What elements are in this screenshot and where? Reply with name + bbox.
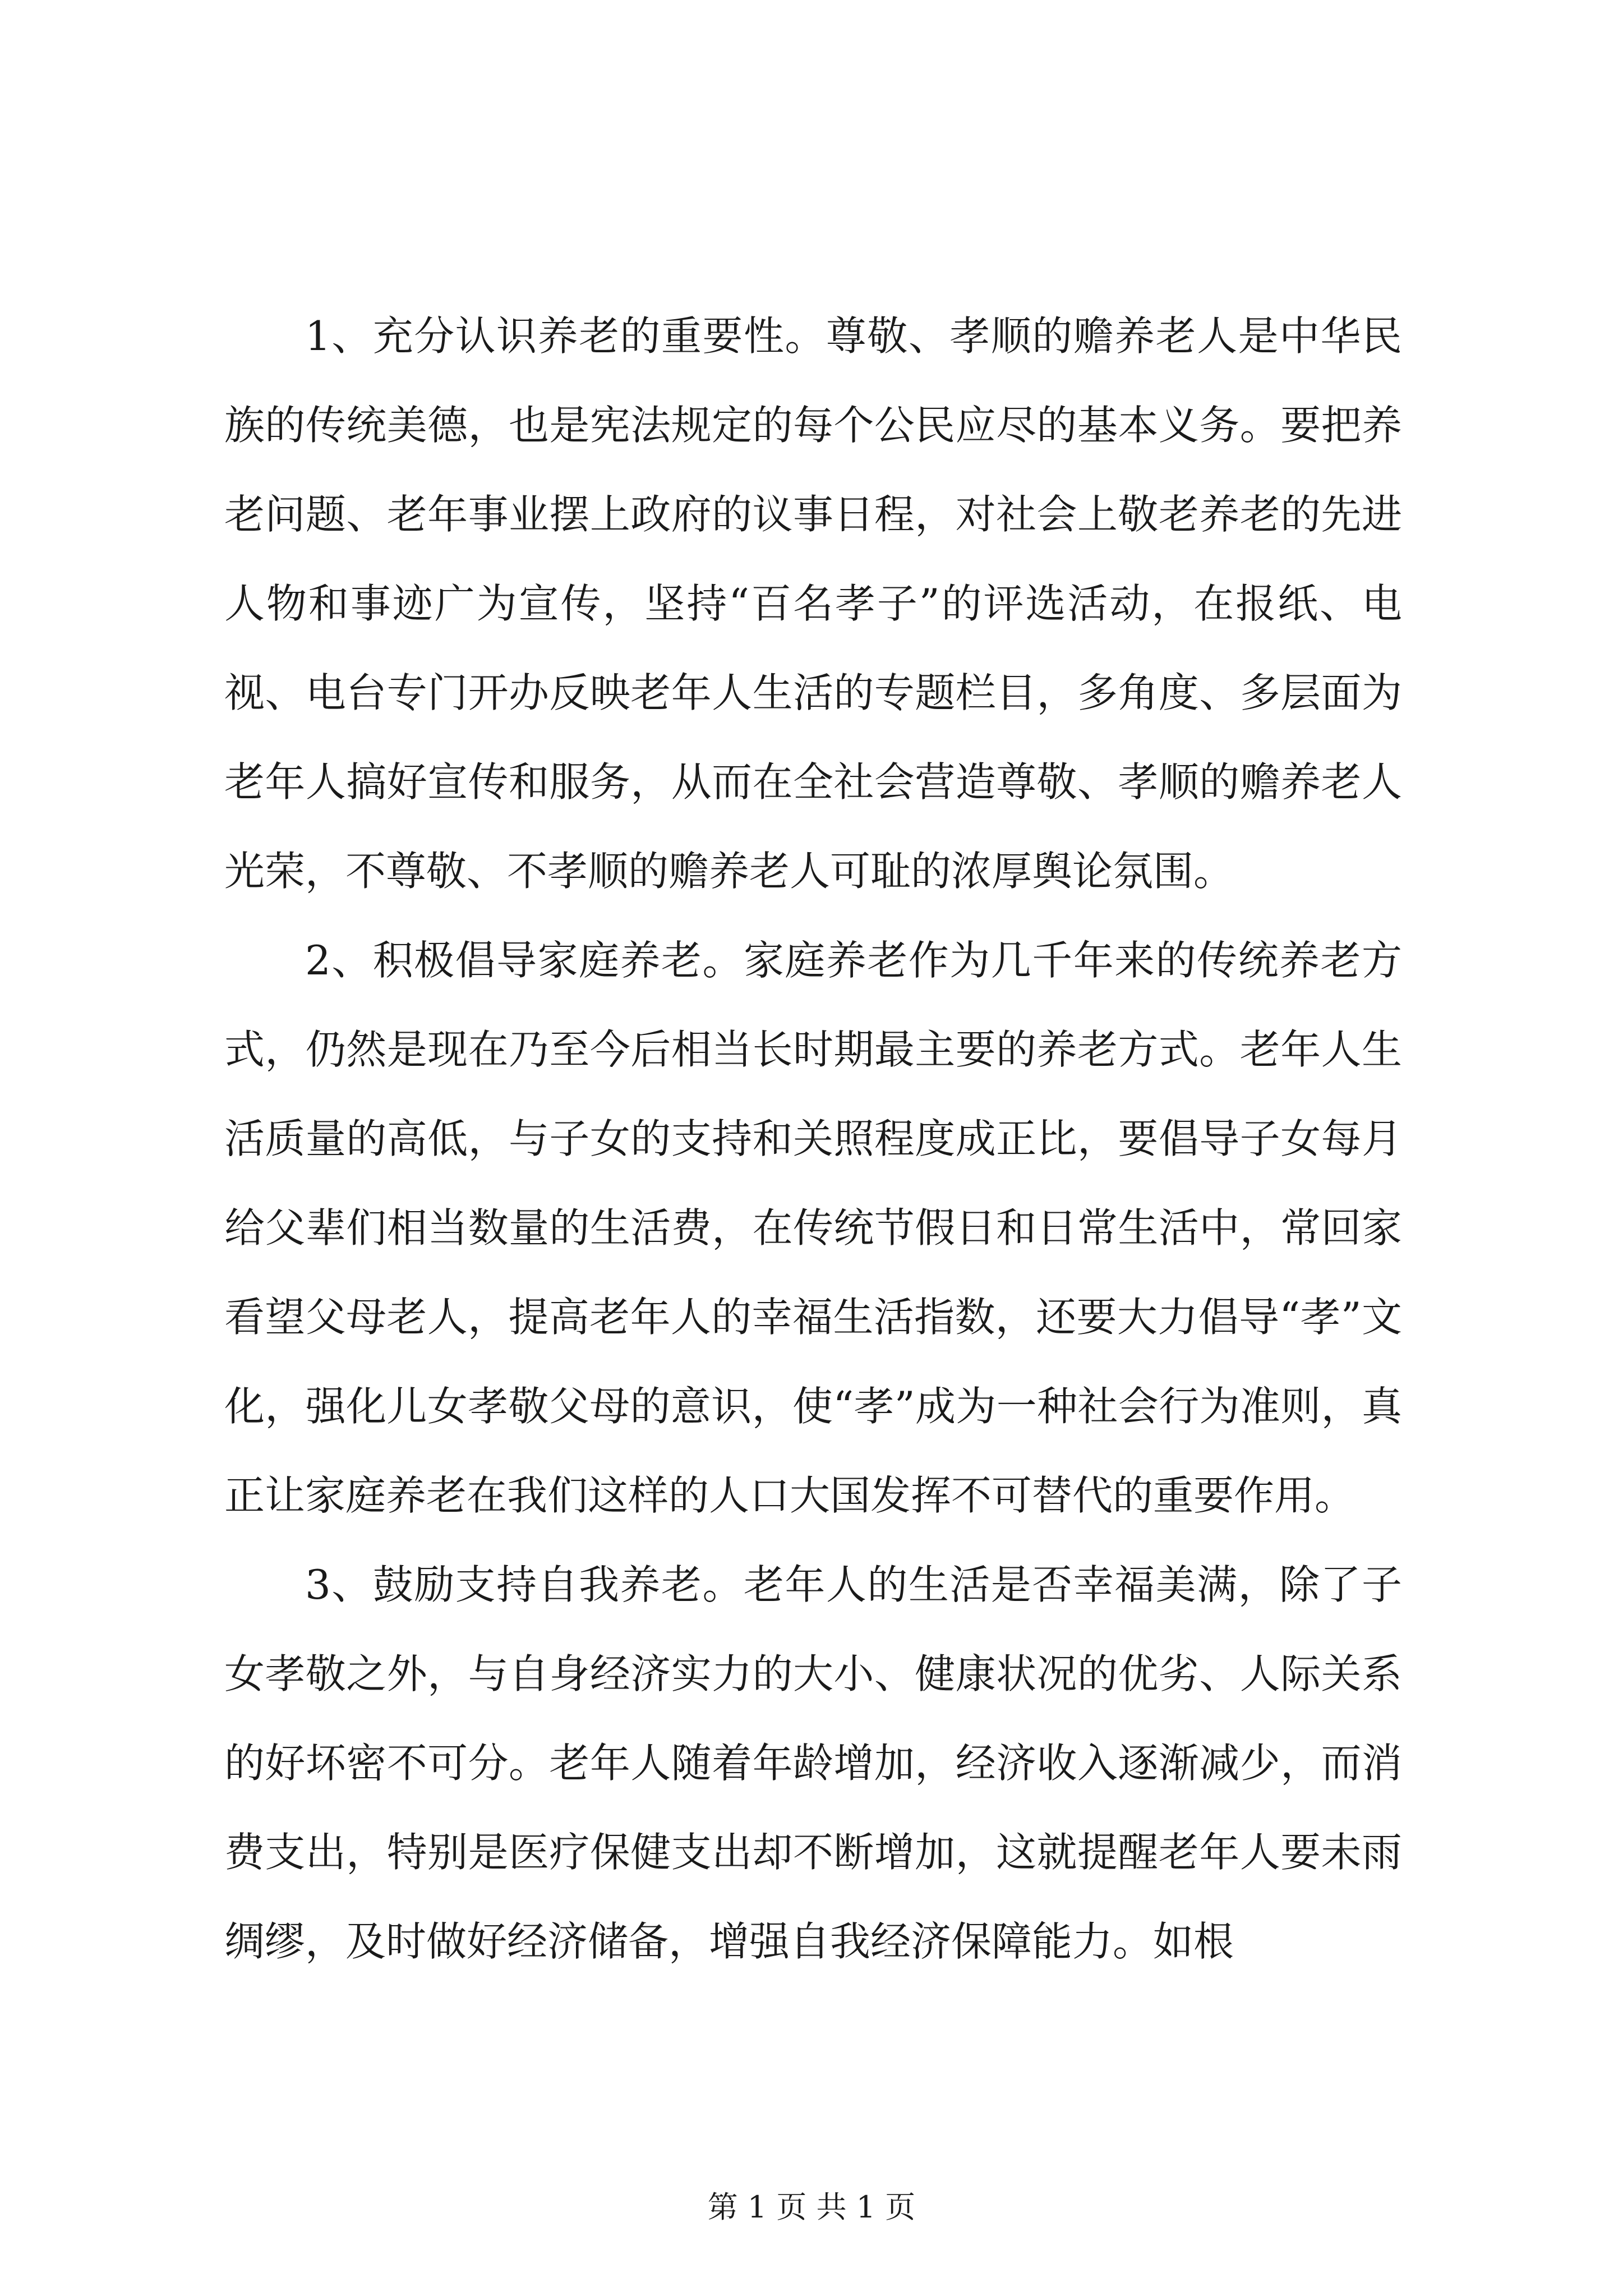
page-footer: 第 1 页 共 1 页 xyxy=(707,2189,916,2225)
paragraph-3: 3、鼓励支持自我养老。老年人的生活是否幸福美满，除了子女孝敬之外，与自身经济实力的大小、健康状况的优劣、人际关系的好坏密不可分。老年人随着年龄增加，经济收入逐渐减少，而消费支出，特别是医疗保健支出却不断增加，这就提醒老年人要未雨绸缪，及时做好经济储备，增强自我经济保障能力。如根 xyxy=(224,1561,1402,1965)
document-body xyxy=(224,292,1402,1986)
paragraph-2: 2、积极倡导家庭养老。家庭养老作为几千年来的传统养老方式，仍然是现在乃至今后相当长时期最主要的养老方式。老年人生活质量的高低，与子女的支持和关照程度成正比，要倡导子女每月给父辈们相当数量的生活费，在传统节假日和日常生活中，常回家看望父母老人，提高老年人的幸福生活指数，还要大力倡导“孝”文化，强化儿女孝敬父母的意识，使“孝”成为一种社会行为准则，真正让家庭养老在我们这样的人口大国发挥不可替代的重要作用。 xyxy=(224,937,1402,1519)
paragraph-1: 1、充分认识养老的重要性。尊敬、孝顺的赡养老人是中华民族的传统美德，也是宪法规定的每个公民应尽的基本义务。要把养老问题、老年事业摆上政府的议事日程，对社会上敬老养老的先进人物和事迹广为宣传，坚持“百名孝子”的评选活动，在报纸、电视、电台专门开办反映老年人生活的专题栏目，多角度、多层面为老年人搞好宣传和服务，从而在全社会营造尊敬、孝顺的赡养老人光荣，不尊敬、不孝顺的赡养老人可耻的浓厚舆论氛围。 xyxy=(224,312,1402,895)
